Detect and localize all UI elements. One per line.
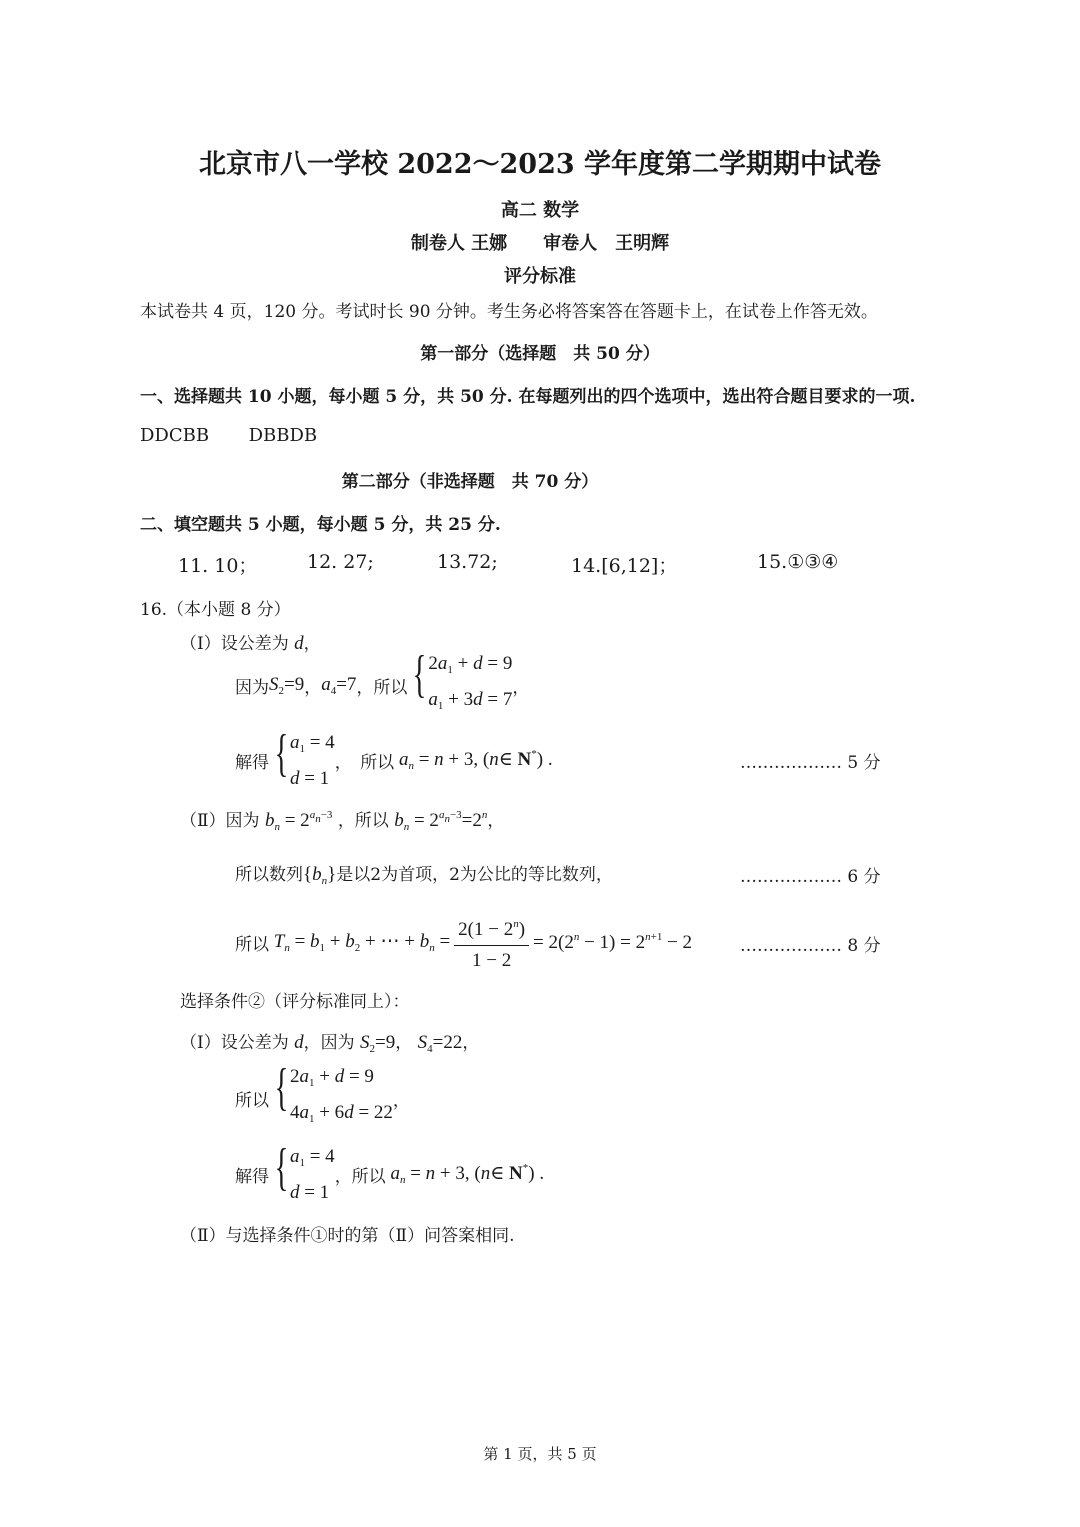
part2-heading: 第二部分（非选择题 共 70 分） [341,472,599,492]
doc-type: 评分标准 [504,266,576,287]
q16-geometric-line [235,860,613,887]
q16-title: 16.（本小题 8 分） [140,600,291,620]
q16-part1-because: 因为 [235,677,269,698]
fill-answer-11: 11. 10； [178,555,258,577]
q16-sum-result: = $2(2^n - 1) = 2^{n+1} - 2$ [533,930,693,953]
fill-answer-13: 13.72; [437,551,498,573]
fill-answer-15: 15.①③④ [757,551,839,573]
page-number: 第 1 页，共 5 页 [483,1445,597,1463]
instructions: 本试卷共 4 页，120 分。考试时长 90 分钟。考生务必将答案答在答题卡上，在试卷上作答无效。 [140,302,878,322]
condition2-title: 选择条件②（评分标准同上）： [180,992,410,1012]
q16-part1-intro-text: （Ⅰ）设公差为 [180,634,289,654]
q16-formula-bn-2: $b_n = 2^{a_n-3}=2^n$ [394,809,488,833]
c2-solution-system: { $a_1 = 4$ d = 1 [274,1138,335,1203]
mc-answers-group-1: DDCBB [140,425,210,446]
c2-var-d: d [294,1032,304,1053]
q16-geometric-text-a: 所以数列 [235,865,303,885]
part1-section-title: 一、选择题共 10 小题，每小题 5 分，共 50 分. 在每题列出的四个选项中，选出符合题目要求的一项. [140,387,916,407]
q16-geometric-text-b: 是以2为首项，2为公比的等比数列， [336,865,613,885]
c2-condition-s4: $S_4=22$ [417,1032,463,1055]
q16-sum-so: 所以 [235,934,269,955]
q16-part1-comma: ， [303,634,321,654]
c2-part1-because: ，因为 [303,1033,355,1053]
q16-part1-system-line: 因为 $S_2=9$ ， $a_4=7$ ，所以 { $2a_1 + d = 9$ $a_1 + 3d = 7$ ， [235,655,529,715]
c2-so: 所以 [235,1090,269,1111]
score-6: ……………… 6 分 [740,867,881,887]
q16-formula-an: $a_n = n + 3$, (n∈ N*) . [398,748,553,772]
q16-part1-solve: 解得 [235,752,269,773]
score-8: ……………… 8 分 [740,936,881,956]
q16-formula-tn: $T_n = b_1 + b_2$ + ⋯ + $b_n$ = [273,931,451,954]
q16-part2-intro-text: （Ⅱ）因为 [180,811,260,831]
q16-part2-intro: （Ⅱ）因为 $b_n = 2^{a_n-3}$ ，所以 $b_n = 2^{a_n-3}=2^n$， [180,809,505,833]
q16-var-d: d [294,633,304,654]
c2-condition-s2: $S_2=9$ [360,1032,396,1055]
c2-equation-system: { $2a_1 + d = 9$ $4a_1 + 6d = 22$ [274,1059,393,1125]
mc-answers [140,425,317,446]
q16-condition-a4: $a_4=7$ [321,673,357,697]
c2-part2: （Ⅱ）与选择条件①时的第（Ⅱ）问答案相同. [180,1226,515,1246]
q16-part1-so: ，所以 [356,677,408,698]
subject-line: 高二 数学 [500,200,580,221]
q16-condition-s2: $S_2=9$ [269,673,305,697]
c2-part1-intro-text: （Ⅰ）设公差为 [180,1033,289,1053]
q16-sequence-bn: $\{b_n\}$ [303,864,337,887]
q16-sum-fraction: $\frac{2(1 - 2^n)}{1 - 2}$ [454,911,529,974]
part2-section-title: 二、填空题共 5 小题，每小题 5 分，共 25 分. [140,515,501,535]
q16-solution-system: { $a_1 = 4$ d = 1 [274,724,335,789]
q16-formula-bn: $b_n = 2^{a_n-3}$ [264,809,333,833]
c2-solve: 解得 [235,1166,269,1187]
c2-so2: ，所以 [334,1166,386,1187]
q16-part1-intro [180,629,321,655]
fill-answer-12: 12. 27; [307,551,374,573]
fill-answer-14: 14.[6,12]； [571,555,678,577]
q16-part1-so2: 所以 [360,752,395,773]
q16-part1-solution-line: 解得 { $a_1 = 4$ d = 1 ， 所以 $a_n = n + 3$, (n∈ N*) . [235,730,553,790]
q16-sum-line [235,913,692,971]
mc-answers-group-2: DBBDB [248,425,318,446]
page-title: 北京市八一学校 2022～2023 学年度第二学期期中试卷 [198,149,882,180]
c2-solution-line [235,1138,545,1204]
c2-part1-intro: （Ⅰ）设公差为 d，因为 $S_2=9$， $S_4=22$， [180,1032,480,1055]
c2-system-line: 所以 { $2a_1 + d = 9$ $4a_1 + 6d = 22$ ， [235,1068,410,1128]
part1-heading: 第一部分（选择题 共 50 分） [420,344,660,364]
authors-line: 制卷人 王娜 审卷人 王明辉 [410,233,670,254]
c2-formula-an: $a_n = n + 3$, (n∈ N*) . [390,1162,545,1186]
q16-part2-so: ，所以 [337,811,389,831]
q16-equation-system: { $2a_1 + d = 9$ $a_1 + 3d = 7$ [413,646,513,712]
score-5: ……………… 5 分 [740,753,881,773]
